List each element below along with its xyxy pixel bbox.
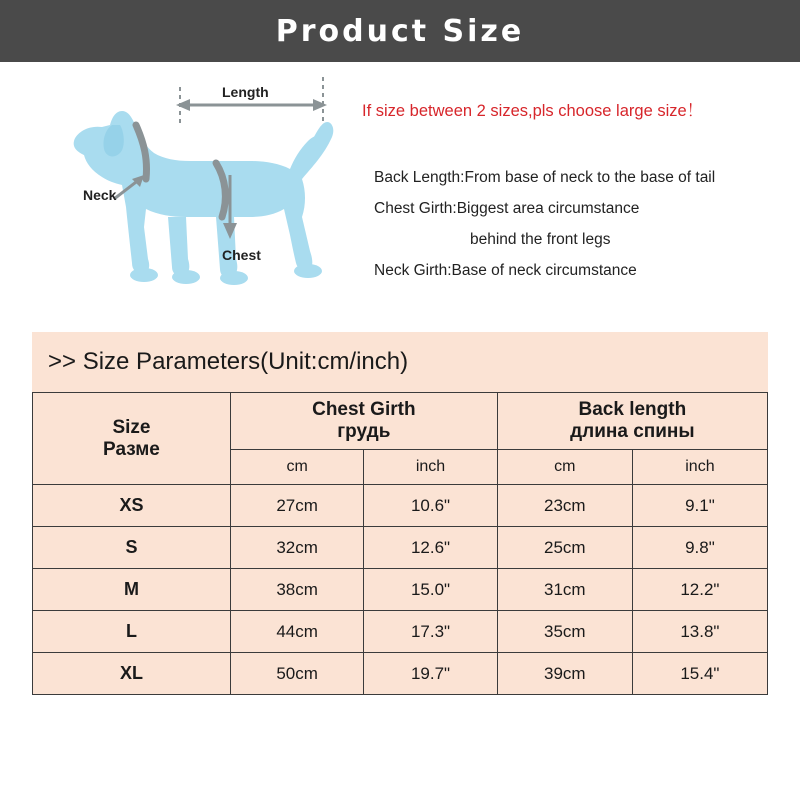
header-size-line2: Разме xyxy=(103,438,160,460)
size-parameters-title: >> Size Parameters(Unit:cm/inch) xyxy=(48,348,409,375)
cell-chest-inch: 19.7" xyxy=(364,653,497,695)
cell-chest-cm: 44cm xyxy=(230,611,363,653)
illustration-section xyxy=(0,62,800,320)
cell-back-inch: 15.4" xyxy=(632,653,767,695)
size-table xyxy=(32,392,768,695)
cell-chest-cm: 38cm xyxy=(230,569,363,611)
header-back-line2: длина спины xyxy=(570,421,695,442)
table-row xyxy=(33,611,768,653)
cell-back-cm: 25cm xyxy=(497,527,632,569)
table-row xyxy=(33,569,768,611)
row-size-label: M xyxy=(33,569,231,611)
row-size-label: L xyxy=(33,611,231,653)
label-neck: Neck xyxy=(83,187,117,203)
desc-chest-girth: Chest Girth:Biggest area circumstance xyxy=(374,200,640,217)
row-size-label: XL xyxy=(33,653,231,695)
header-back-line1: Back length xyxy=(578,399,687,420)
cell-back-inch: 13.8" xyxy=(632,611,767,653)
header-back-length xyxy=(497,393,767,450)
unit-back-cm: cm xyxy=(497,450,632,485)
header-bar xyxy=(0,0,800,62)
header-size xyxy=(33,393,231,485)
measurement-descriptions xyxy=(374,162,794,286)
cell-back-cm: 31cm xyxy=(497,569,632,611)
desc-neck-girth: Neck Girth:Base of neck circumstance xyxy=(374,262,637,279)
row-size-label: S xyxy=(33,527,231,569)
table-row xyxy=(33,527,768,569)
table-row xyxy=(33,485,768,527)
cell-back-inch: 9.8" xyxy=(632,527,767,569)
desc-back-length: Back Length:From base of neck to the base of tail xyxy=(374,169,716,186)
cell-back-cm: 39cm xyxy=(497,653,632,695)
cell-back-cm: 35cm xyxy=(497,611,632,653)
label-chest: Chest xyxy=(222,247,261,263)
label-length: Length xyxy=(222,84,269,100)
cell-chest-inch: 17.3" xyxy=(364,611,497,653)
size-warning-note: If size between 2 sizes,pls choose large size！ xyxy=(362,102,704,120)
header-chest-line2: грудь xyxy=(337,421,391,442)
header-size-line1: Size xyxy=(112,416,151,438)
table-header-row xyxy=(33,393,768,450)
unit-chest-inch: inch xyxy=(364,450,497,485)
cell-chest-cm: 50cm xyxy=(230,653,363,695)
cell-chest-inch: 12.6" xyxy=(364,527,497,569)
cell-back-inch: 12.2" xyxy=(632,569,767,611)
footer-spacer xyxy=(0,785,800,800)
unit-back-inch: inch xyxy=(632,450,767,485)
size-parameters-banner xyxy=(32,332,768,392)
cell-back-inch: 9.1" xyxy=(632,485,767,527)
header-chest-line1: Chest Girth xyxy=(312,399,416,420)
unit-chest-cm: cm xyxy=(230,450,363,485)
page-title: Product Size xyxy=(275,13,525,49)
row-size-label: XS xyxy=(33,485,231,527)
cell-chest-cm: 27cm xyxy=(230,485,363,527)
cell-chest-inch: 10.6" xyxy=(364,485,497,527)
table-row xyxy=(33,653,768,695)
cell-back-cm: 23cm xyxy=(497,485,632,527)
cell-chest-cm: 32cm xyxy=(230,527,363,569)
desc-chest-girth-cont: behind the front legs xyxy=(470,231,611,248)
cell-chest-inch: 15.0" xyxy=(364,569,497,611)
header-chest-girth xyxy=(230,393,497,450)
